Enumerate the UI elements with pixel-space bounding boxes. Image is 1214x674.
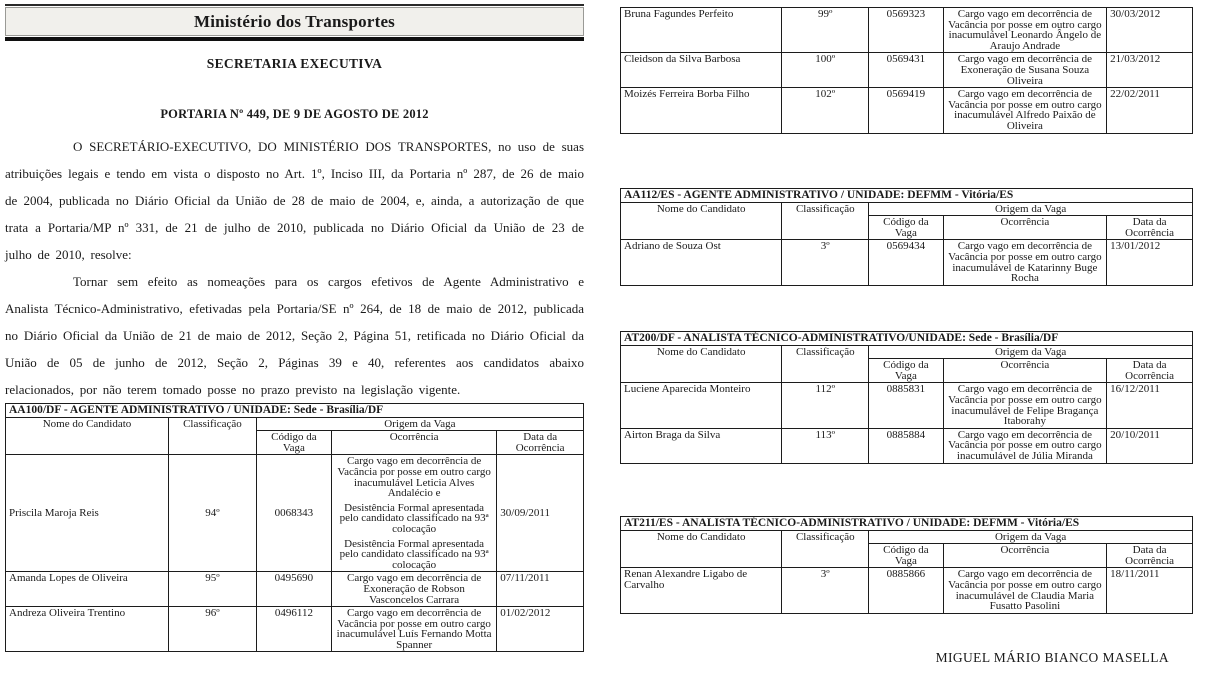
occurrence-cell xyxy=(331,572,496,607)
table-aa100 xyxy=(5,403,584,652)
table-title: AA112/ES - AGENTE ADMINISTRATIVO / UNIDADE: DEFMM - Vitória/ES xyxy=(621,189,1193,203)
candidates-table xyxy=(5,403,584,652)
classification-cell: 102º xyxy=(782,88,869,133)
header-occurrence-date: Data da Ocorrência xyxy=(1107,359,1193,383)
header-vacancy-code: Código da Vaga xyxy=(869,544,943,568)
header-vacancy-code: Código da Vaga xyxy=(256,431,331,455)
header-origin: Origem da Vaga xyxy=(869,345,1193,359)
candidates-table xyxy=(620,516,1193,614)
header-row xyxy=(6,417,584,431)
classification-cell: 95º xyxy=(169,572,257,607)
occurrence-paragraph: Cargo vago em decorrência de Vacância por posse em outro cargo inacumulável de Claudia Maria Fusatto Pasolini xyxy=(948,568,1102,613)
header-classification: Classificação xyxy=(782,530,869,568)
occurrence-cell xyxy=(943,53,1107,88)
vacancy-code-cell: 0569431 xyxy=(869,53,943,88)
occurrence-paragraph: Cargo vago em decorrência de Vacância por posse em outro cargo inacumulável de Felipe Bragança Itaborahy xyxy=(948,383,1102,428)
candidate-name-cell: Renan Alexandre Ligabo de Carvalho xyxy=(621,568,782,613)
table-row xyxy=(621,8,1193,53)
candidate-name-cell: Cleidson da Silva Barbosa xyxy=(621,53,782,88)
table-row xyxy=(6,607,584,652)
header-row xyxy=(621,345,1193,359)
table-row xyxy=(6,572,584,607)
classification-cell: 113º xyxy=(782,428,869,463)
header-classification: Classificação xyxy=(169,417,257,455)
header-occurrence: Ocorrência xyxy=(943,544,1107,568)
occurrence-cell xyxy=(331,607,496,652)
occurrence-paragraph: Cargo vago em decorrência de Vacância por posse em outro cargo inacumulável Leticia Alves Andalécio e xyxy=(337,455,491,500)
masthead-rule xyxy=(5,37,584,41)
table-row xyxy=(621,568,1193,613)
paragraph-preamble: O SECRETÁRIO-EXECUTIVO, DO MINISTÉRIO DOS TRANSPORTES, no uso de suas atribuições legais e tendo em vista o disposto no Art. 1º, Inciso III, da Portaria nº 287, de 26 de maio de 2004, publicada no Diário Oficial da União de 28 de maio de 2004, e, ainda, a autorização de que trata a Portaria/MP nº 331, de 21 de julho de 2010, publicada no Diário Oficial da União de 23 de julho de 2010, resolve: xyxy=(5,139,584,262)
secretariat-title: SECRETARIA EXECUTIVA xyxy=(206,56,383,71)
table-row xyxy=(621,53,1193,88)
header-name: Nome do Candidato xyxy=(621,202,782,240)
table-row xyxy=(621,428,1193,463)
occurrence-paragraph: Cargo vago em decorrência de Vacância por posse em outro cargo inacumulável Luís Fernando Motta Spanner xyxy=(336,607,492,651)
vacancy-code-cell: 0496112 xyxy=(256,607,331,652)
header-vacancy-code: Código da Vaga xyxy=(869,359,943,383)
occurrence-date-cell: 21/03/2012 xyxy=(1107,53,1193,88)
occurrence-paragraph: Cargo vago em decorrência de Exoneração de Robson Vasconcelos Carrara xyxy=(347,572,482,606)
vacancy-code-cell: 0569323 xyxy=(869,8,943,53)
occurrence-date-cell: 18/11/2011 xyxy=(1107,568,1193,613)
table-title: AA100/DF - AGENTE ADMINISTRATIVO / UNIDADE: Sede - Brasília/DF xyxy=(6,404,584,418)
left-column xyxy=(5,0,584,674)
header-origin: Origem da Vaga xyxy=(869,202,1193,216)
header-name: Nome do Candidato xyxy=(621,530,782,568)
occurrence-paragraph: Cargo vago em decorrência de Vacância por posse em outro cargo inacumulável de Júlia Miranda xyxy=(948,428,1102,462)
classification-cell: 3º xyxy=(782,240,869,285)
occurrence-date-cell: 13/01/2012 xyxy=(1107,240,1193,285)
header-name: Nome do Candidato xyxy=(621,345,782,383)
occurrence-date-cell: 20/10/2011 xyxy=(1107,428,1193,463)
header-occurrence-date: Data da Ocorrência xyxy=(1107,544,1193,568)
occurrence-date-cell: 30/09/2011 xyxy=(497,455,584,572)
candidate-name-cell: Bruna Fagundes Perfeito xyxy=(621,8,782,53)
candidate-name-cell: Andreza Oliveira Trentino xyxy=(6,607,169,652)
vacancy-code-cell: 0885831 xyxy=(869,383,943,428)
occurrence-cell xyxy=(943,88,1107,133)
occurrence-cell xyxy=(943,428,1107,463)
occurrence-paragraph: Cargo vago em decorrência de Exoneração de Susana Souza Oliveira xyxy=(957,53,1092,87)
occurrence-cell xyxy=(943,383,1107,428)
right-column xyxy=(620,0,1193,674)
vacancy-code-cell: 0068343 xyxy=(256,455,331,572)
table-title-row xyxy=(621,332,1193,346)
table-title-row xyxy=(621,189,1193,203)
occurrence-paragraph: Desistência Formal apresentada pelo candidato classificado na 93ª colocação xyxy=(339,537,489,571)
header-origin: Origem da Vaga xyxy=(256,417,583,431)
candidates-table xyxy=(620,331,1193,464)
signature-name: MIGUEL MÁRIO BIANCO MASELLA xyxy=(935,650,1169,665)
top-rule xyxy=(5,4,584,6)
classification-cell: 96º xyxy=(169,607,257,652)
ordinance-body xyxy=(5,133,584,403)
occurrence-paragraph: Cargo vago em decorrência de Vacância por posse em outro cargo inacumulável Leonardo Ângelo de Araujo Andrade xyxy=(948,8,1102,52)
classification-cell: 99º xyxy=(782,8,869,53)
table-aa112 xyxy=(620,188,1193,286)
header-name: Nome do Candidato xyxy=(6,417,169,455)
occurrence-paragraph: Desistência Formal apresentada pelo candidato classificado na 93ª colocação xyxy=(339,501,489,535)
candidates-table xyxy=(620,188,1193,286)
table-row xyxy=(621,240,1193,285)
classification-cell: 100º xyxy=(782,53,869,88)
candidate-name-cell: Amanda Lopes de Oliveira xyxy=(6,572,169,607)
occurrence-date-cell: 01/02/2012 xyxy=(497,607,584,652)
header-classification: Classificação xyxy=(782,202,869,240)
vacancy-code-cell: 0569434 xyxy=(869,240,943,285)
occurrence-paragraph: Cargo vago em decorrência de Vacância por posse em outro cargo inacumulável de Katarinny Buge Rocha xyxy=(948,240,1102,285)
table-row xyxy=(621,88,1193,133)
occurrence-date-cell: 22/02/2011 xyxy=(1107,88,1193,133)
ministry-title: Ministério dos Transportes xyxy=(193,11,395,31)
header-classification: Classificação xyxy=(782,345,869,383)
candidate-name-cell: Priscila Maroja Reis xyxy=(6,455,169,572)
header-occurrence: Ocorrência xyxy=(943,216,1107,240)
header-vacancy-code: Código da Vaga xyxy=(869,216,943,240)
occurrence-cell xyxy=(943,8,1107,53)
table-title-row xyxy=(6,404,584,418)
table-at211 xyxy=(620,516,1193,614)
header-row xyxy=(621,202,1193,216)
table-title: AT211/ES - ANALISTA TÉCNICO-ADMINISTRATIVO / UNIDADE: DEFMM - Vitória/ES xyxy=(621,517,1193,531)
header-occurrence-date: Data da Ocorrência xyxy=(497,431,584,455)
occurrence-cell xyxy=(943,240,1107,285)
header-origin: Origem da Vaga xyxy=(869,530,1193,544)
occurrence-date-cell: 07/11/2011 xyxy=(497,572,584,607)
occurrence-paragraph: Cargo vago em decorrência de Vacância por posse em outro cargo inacumulável Alfredo Paixão de Oliveira xyxy=(948,88,1102,132)
candidate-name-cell: Airton Braga da Silva xyxy=(621,428,782,463)
occurrence-cell xyxy=(943,568,1107,613)
ordinance-title: PORTARIA Nº 449, DE 9 DE AGOSTO DE 2012 xyxy=(160,107,429,121)
ministry-header xyxy=(5,7,584,36)
table-aa100-continued xyxy=(620,7,1193,134)
header-occurrence: Ocorrência xyxy=(943,359,1107,383)
header-occurrence-date: Data da Ocorrência xyxy=(1107,216,1193,240)
table-title-row xyxy=(621,517,1193,531)
vacancy-code-cell: 0569419 xyxy=(869,88,943,133)
candidate-name-cell: Moizés Ferreira Borba Filho xyxy=(621,88,782,133)
candidate-name-cell: Luciene Aparecida Monteiro xyxy=(621,383,782,428)
paragraph-resolution: Tornar sem efeito as nomeações para os cargos efetivos de Agente Administrativo e Analista Técnico-Administrativo, efetivadas pela Portaria/SE nº 264, de 18 de maio de 2012, publicada no Diário Oficial da União de 21 de maio de 2012, Seção 2, Página 51, retificada no Diário Oficial da União de 05 de junho de 2012, Seção 2, Páginas 39 e 40, referentes aos candidatos abaixo relacionados, por não terem tomado posse no prazo previsto na legislação vigente. xyxy=(5,274,584,397)
occurrence-cell xyxy=(331,455,496,572)
vacancy-code-cell: 0885884 xyxy=(869,428,943,463)
vacancy-code-cell: 0495690 xyxy=(256,572,331,607)
candidates-table xyxy=(620,7,1193,134)
table-at200 xyxy=(620,331,1193,464)
table-title: AT200/DF - ANALISTA TÉCNICO-ADMINISTRATIVO/UNIDADE: Sede - Brasília/DF xyxy=(621,332,1193,346)
table-row xyxy=(6,455,584,572)
classification-cell: 94º xyxy=(169,455,257,572)
table-row xyxy=(621,383,1193,428)
candidate-name-cell: Adriano de Souza Ost xyxy=(621,240,782,285)
vacancy-code-cell: 0885866 xyxy=(869,568,943,613)
classification-cell: 3º xyxy=(782,568,869,613)
header-row xyxy=(621,530,1193,544)
header-occurrence: Ocorrência xyxy=(331,431,496,455)
occurrence-date-cell: 30/03/2012 xyxy=(1107,8,1193,53)
classification-cell: 112º xyxy=(782,383,869,428)
occurrence-date-cell: 16/12/2011 xyxy=(1107,383,1193,428)
